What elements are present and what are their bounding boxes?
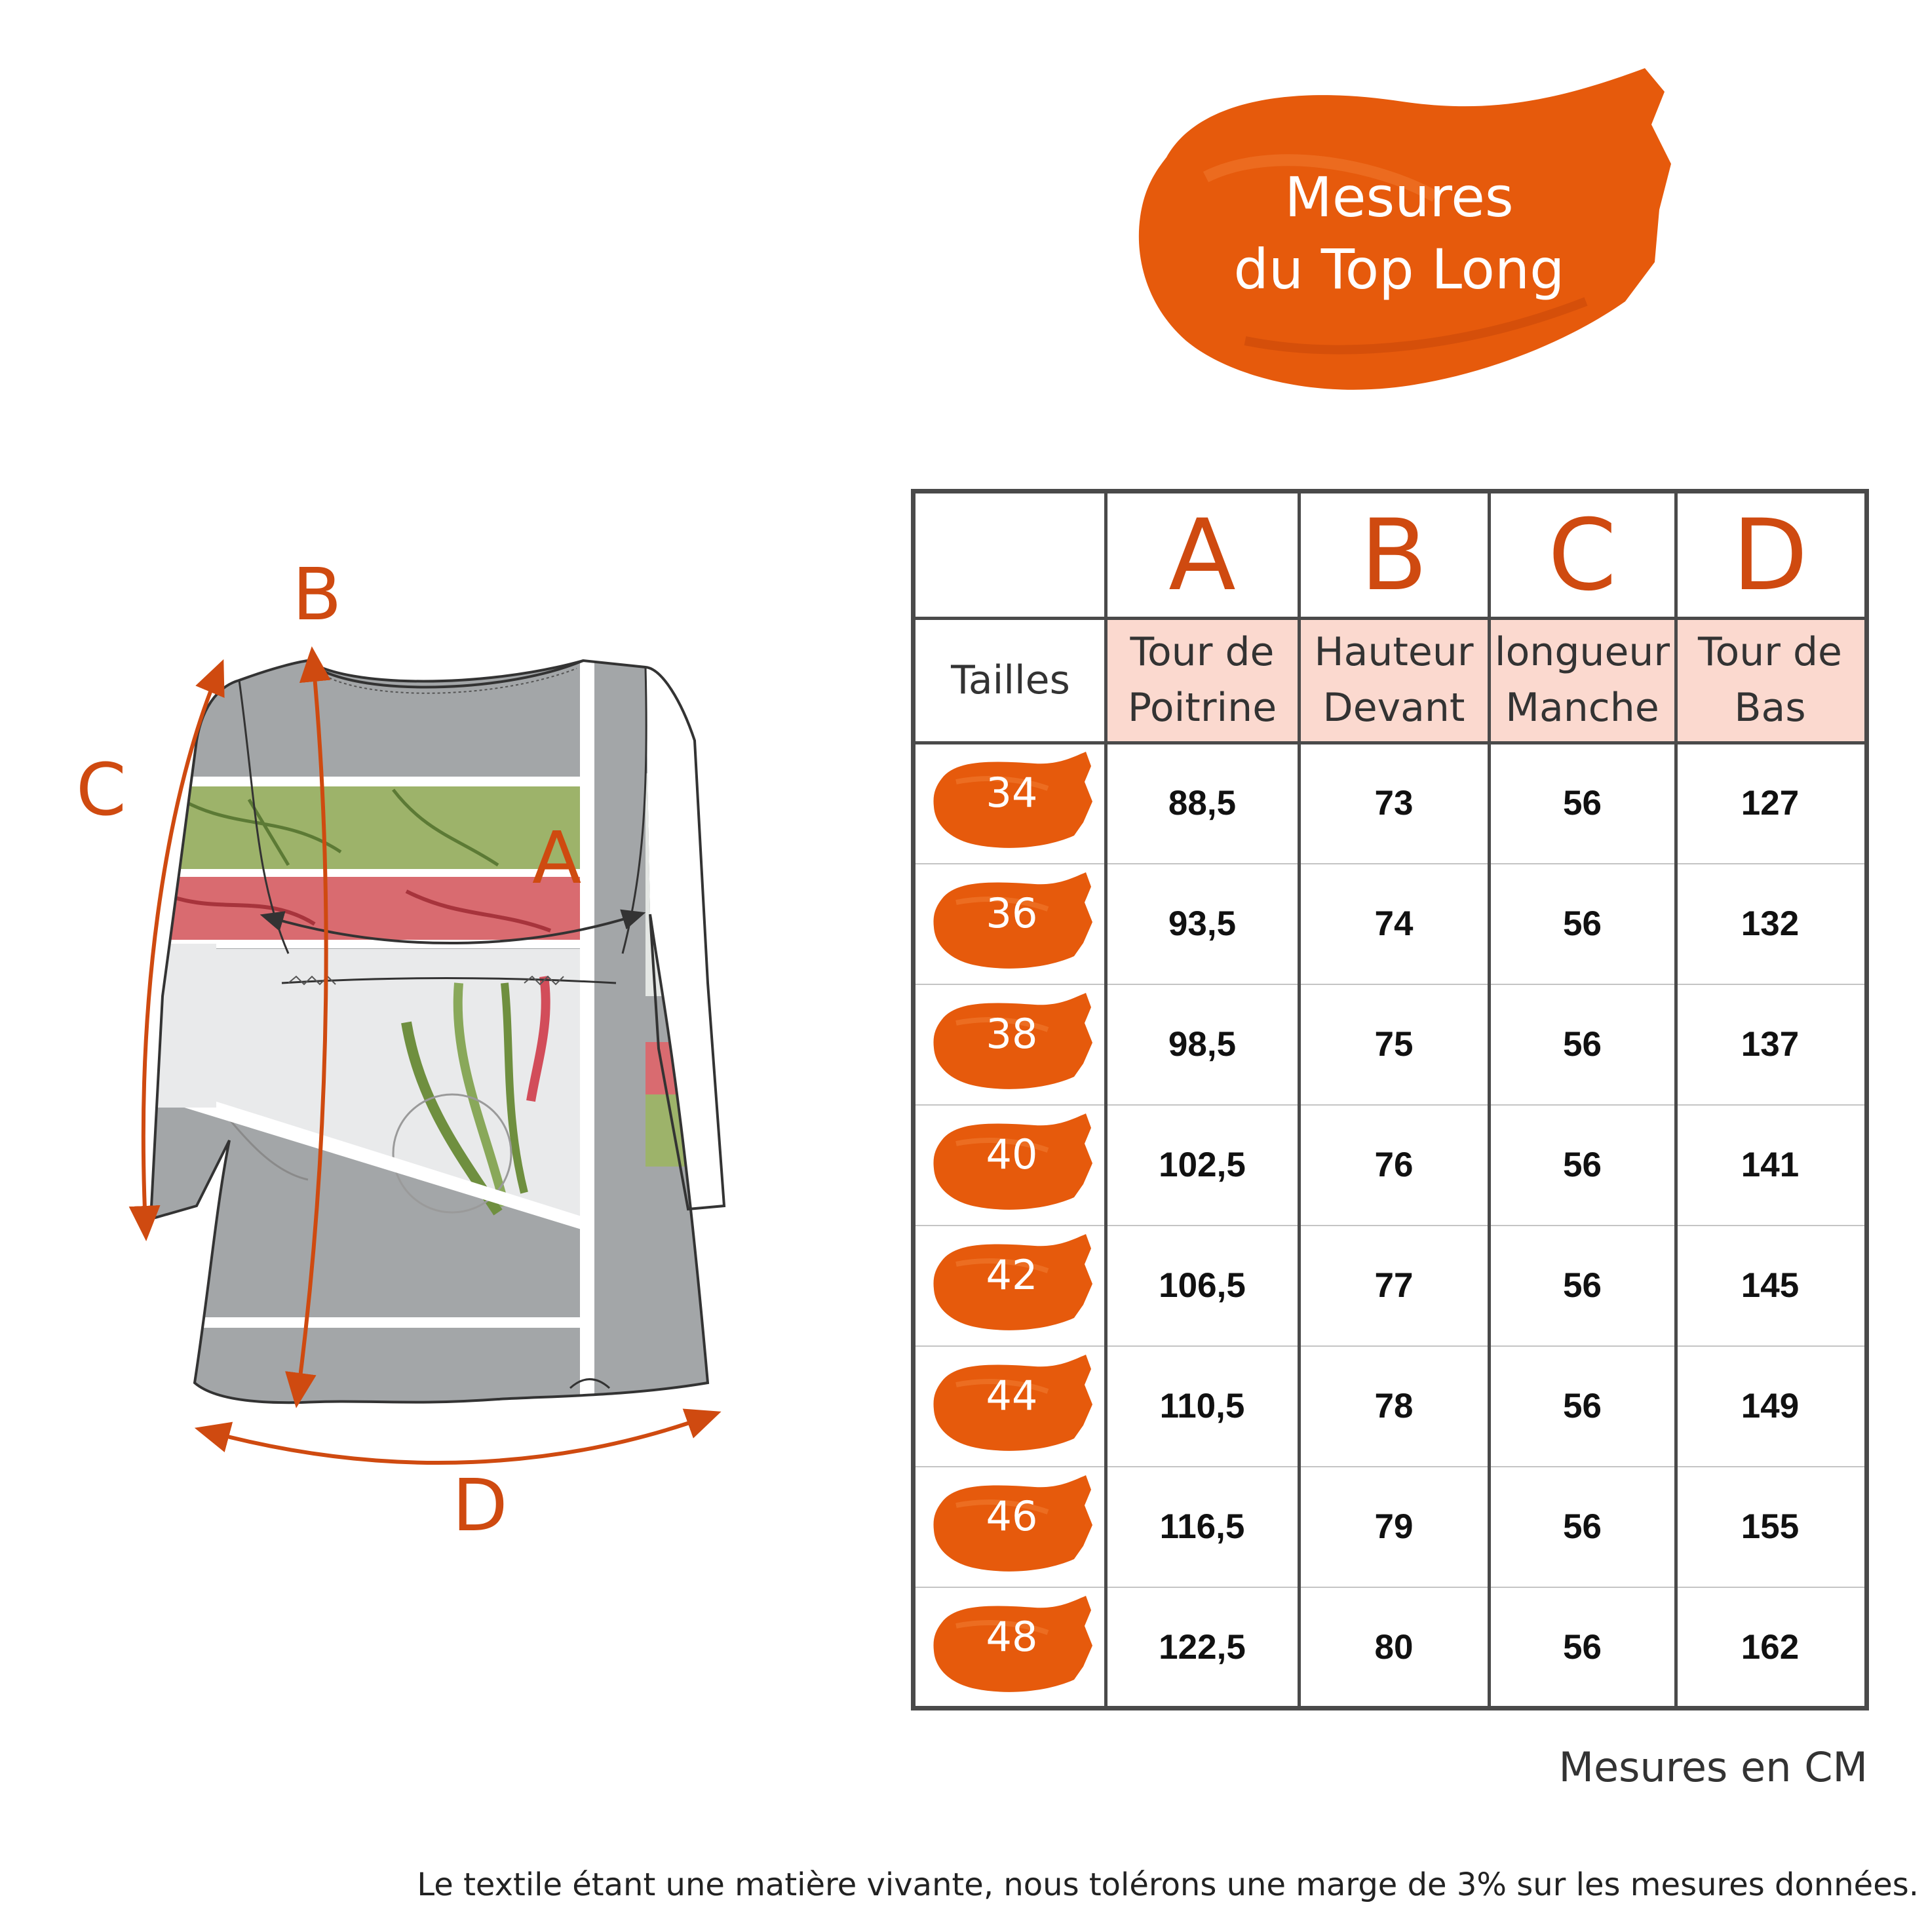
table-cell: 56 bbox=[1563, 1265, 1602, 1305]
table-cell: 79 bbox=[1374, 1507, 1414, 1546]
size-badge bbox=[930, 1352, 1094, 1460]
label-d: D bbox=[452, 1463, 508, 1547]
label-b: B bbox=[292, 552, 342, 636]
table-cell: 116,5 bbox=[1159, 1507, 1245, 1546]
disclaimer-text: Le textile étant une matière vivante, nous tolérons une marge de 3% sur les mesures données. bbox=[417, 1866, 1919, 1903]
size-label: 34 bbox=[986, 769, 1038, 817]
column-header-line-1: longueur bbox=[1494, 628, 1670, 675]
header-divider bbox=[915, 617, 1864, 620]
size-badge bbox=[930, 1111, 1094, 1219]
table-cell: 56 bbox=[1563, 1627, 1602, 1667]
column-letter-d: D bbox=[1732, 499, 1808, 613]
column-divider bbox=[1104, 493, 1107, 1706]
column-header-line-2: Bas bbox=[1734, 685, 1806, 731]
size-label: 48 bbox=[986, 1613, 1038, 1661]
table-cell: 76 bbox=[1374, 1145, 1414, 1184]
column-divider bbox=[1488, 493, 1491, 1706]
page-title-line-1: Mesures bbox=[1284, 165, 1514, 229]
row-divider bbox=[915, 1225, 1864, 1226]
table-cell: 93,5 bbox=[1168, 904, 1237, 943]
table-cell: 132 bbox=[1741, 904, 1800, 943]
table-cell: 102,5 bbox=[1159, 1145, 1246, 1184]
column-header-line-1: Hauteur bbox=[1314, 628, 1474, 675]
title-area bbox=[1127, 66, 1684, 406]
column-header-line-1: Tour de bbox=[1130, 628, 1275, 675]
table-cell: 162 bbox=[1741, 1627, 1800, 1667]
table-cell: 56 bbox=[1563, 783, 1602, 822]
column-header-a bbox=[1106, 618, 1299, 743]
table-cell: 56 bbox=[1563, 1507, 1602, 1546]
column-header-c bbox=[1489, 618, 1676, 743]
size-badge bbox=[930, 1473, 1094, 1581]
column-letter-c: C bbox=[1548, 499, 1617, 613]
table-cell: 75 bbox=[1374, 1024, 1414, 1064]
column-header-b bbox=[1299, 618, 1489, 743]
row-header-label: Tailles bbox=[951, 657, 1070, 703]
table-cell: 145 bbox=[1741, 1265, 1800, 1305]
table-cell: 56 bbox=[1563, 1386, 1602, 1425]
table-cell: 110,5 bbox=[1159, 1386, 1245, 1425]
column-divider bbox=[1298, 493, 1301, 1706]
unit-note: Mesures en CM bbox=[1558, 1743, 1868, 1791]
table-cell: 98,5 bbox=[1168, 1024, 1237, 1064]
size-label: 44 bbox=[986, 1372, 1038, 1420]
table-cell: 149 bbox=[1741, 1386, 1800, 1425]
size-badge bbox=[930, 1593, 1094, 1701]
size-label: 42 bbox=[986, 1251, 1038, 1299]
header-divider bbox=[915, 741, 1864, 744]
table-cell: 88,5 bbox=[1168, 783, 1237, 822]
garment-measurement-diagram bbox=[0, 524, 878, 1573]
column-header-d bbox=[1676, 618, 1864, 743]
label-a: A bbox=[532, 816, 582, 900]
label-c: C bbox=[76, 748, 126, 832]
table-cell: 155 bbox=[1741, 1507, 1800, 1546]
column-divider bbox=[1674, 493, 1678, 1706]
page-title-line-2: du Top Long bbox=[1233, 237, 1565, 301]
table-cell: 122,5 bbox=[1159, 1627, 1246, 1667]
size-chart-table bbox=[911, 489, 1869, 1710]
table-cell: 56 bbox=[1563, 904, 1602, 943]
table-cell: 137 bbox=[1741, 1024, 1800, 1064]
column-header-line-2: Poitrine bbox=[1127, 685, 1277, 731]
size-badge bbox=[930, 749, 1094, 857]
table-cell: 56 bbox=[1563, 1145, 1602, 1184]
row-divider bbox=[915, 1345, 1864, 1347]
size-label: 40 bbox=[986, 1130, 1038, 1178]
table-cell: 77 bbox=[1374, 1265, 1414, 1305]
table-cell: 106,5 bbox=[1159, 1265, 1246, 1305]
size-badge bbox=[930, 990, 1094, 1098]
table-cell: 73 bbox=[1374, 783, 1414, 822]
size-label: 46 bbox=[986, 1492, 1038, 1540]
column-header-line-2: Manche bbox=[1505, 685, 1659, 731]
table-cell: 80 bbox=[1374, 1627, 1414, 1667]
size-label: 38 bbox=[986, 1010, 1038, 1058]
size-badge bbox=[930, 870, 1094, 978]
column-letter-b: B bbox=[1360, 499, 1428, 613]
size-label: 36 bbox=[986, 889, 1038, 937]
column-header-line-1: Tour de bbox=[1698, 628, 1842, 675]
table-cell: 127 bbox=[1741, 783, 1800, 822]
table-cell: 78 bbox=[1374, 1386, 1414, 1425]
top-garment-illustration bbox=[0, 524, 878, 1573]
row-divider bbox=[915, 1587, 1864, 1588]
table-cell: 56 bbox=[1563, 1024, 1602, 1064]
column-header-line-2: Devant bbox=[1322, 685, 1465, 731]
size-badge bbox=[930, 1231, 1094, 1340]
paint-stroke-title-background bbox=[1127, 66, 1684, 406]
row-divider bbox=[915, 984, 1864, 985]
table-cell: 74 bbox=[1374, 904, 1414, 943]
table-cell: 141 bbox=[1741, 1145, 1800, 1184]
row-divider bbox=[915, 863, 1864, 864]
row-divider bbox=[915, 1104, 1864, 1106]
column-letter-a: A bbox=[1168, 499, 1236, 613]
row-divider bbox=[915, 1466, 1864, 1467]
